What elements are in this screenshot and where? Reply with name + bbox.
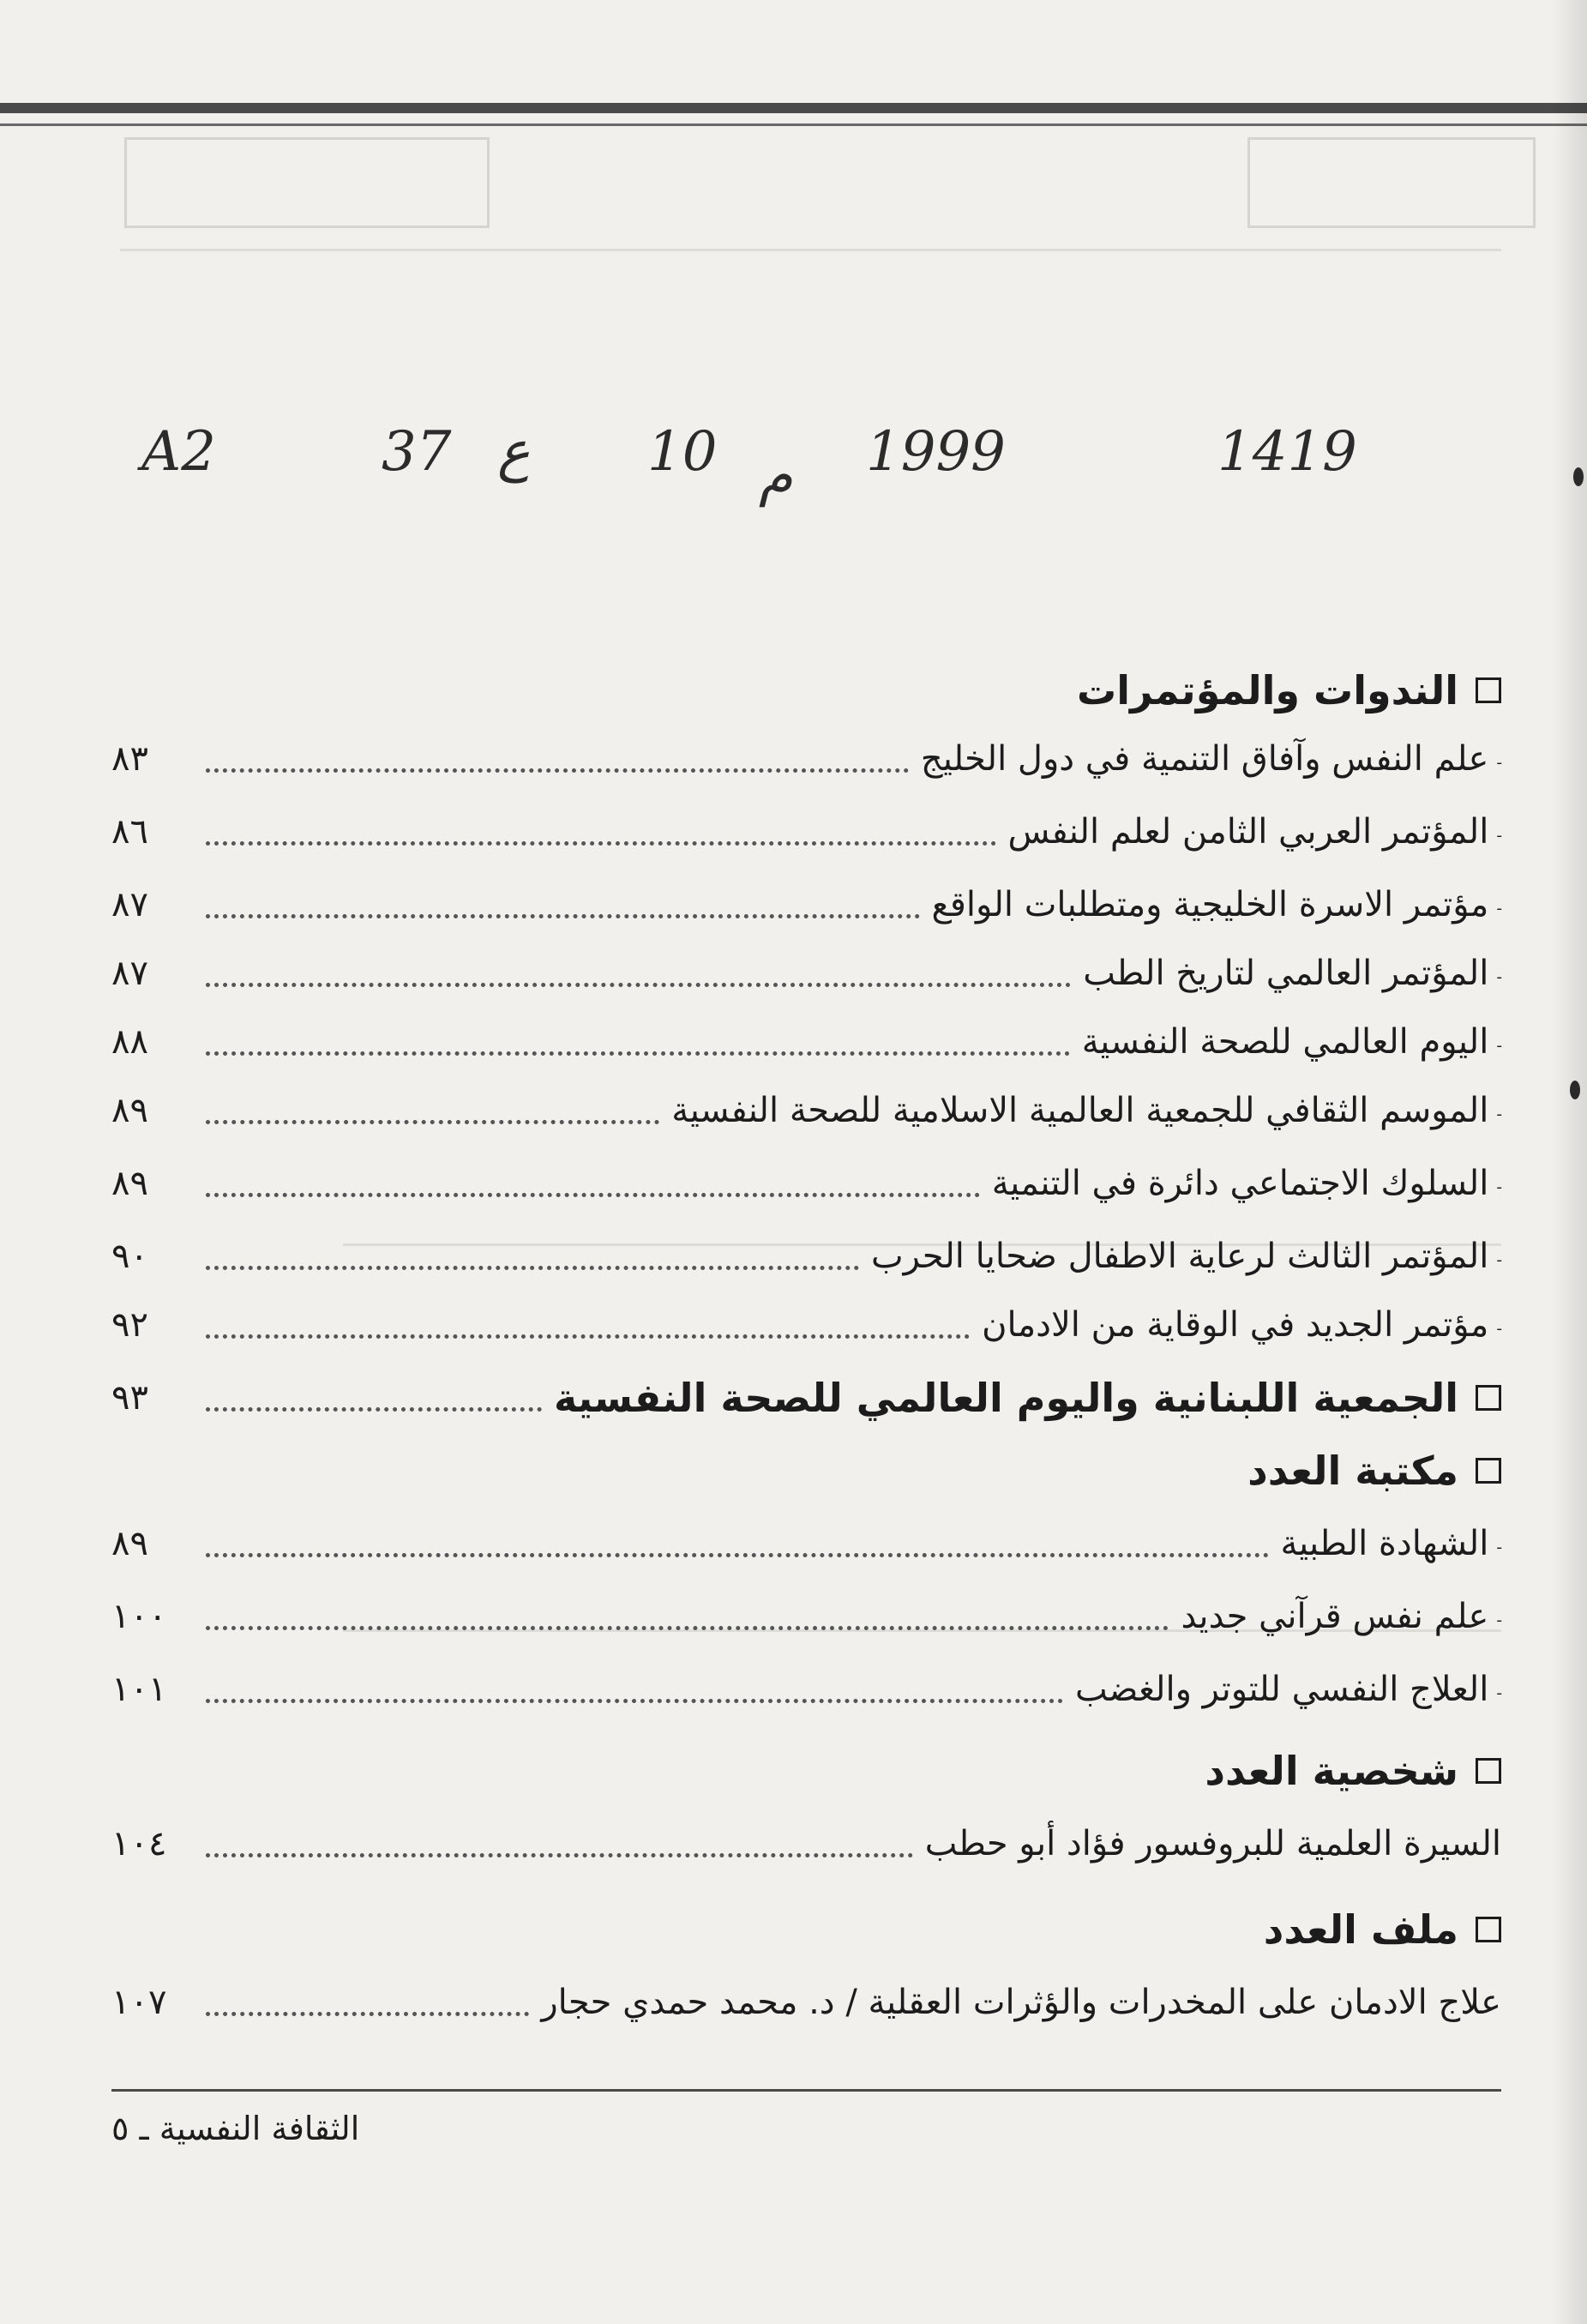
- dot-leader: [206, 1699, 1063, 1703]
- toc-entry: [111, 1659, 1501, 1719]
- entry-title: مؤتمر الجديد في الوقاية من الادمان: [982, 1305, 1489, 1345]
- page-number: ٨٣: [111, 739, 148, 779]
- dot-leader: [206, 841, 996, 846]
- toc-entry: [111, 1972, 1501, 2032]
- dash-marker: ـ: [1497, 823, 1501, 840]
- entry-title: السلوك الاجتماعي دائرة في التنمية: [991, 1164, 1489, 1203]
- footer-rule: [111, 2089, 1501, 2092]
- toc-entry: [111, 729, 1501, 789]
- entry-title: اليوم العالمي للصحة النفسية: [1081, 1022, 1489, 1062]
- dash-marker: ـ: [1497, 1033, 1501, 1051]
- dot-leader: [206, 1051, 1070, 1056]
- page-number: ٩٢: [111, 1305, 148, 1345]
- dot-leader: [206, 1626, 1169, 1630]
- entry-title: الموسم الثقافي للجمعية العالمية الاسلامية للصحة النفسية: [671, 1091, 1489, 1130]
- dot-leader: [206, 1553, 1269, 1557]
- checkbox-icon: [1476, 1917, 1501, 1942]
- section-heading: [111, 660, 1501, 720]
- page-number: ١٠٤: [111, 1824, 167, 1863]
- checkbox-icon: [1476, 1758, 1501, 1784]
- toc-entry: [111, 1814, 1501, 1874]
- page-number: ٨٧: [111, 954, 148, 993]
- page-number: ١٠١: [111, 1670, 167, 1709]
- page-number: ٨٦: [111, 812, 148, 852]
- entry-title: العلاج النفسي للتوتر والغضب: [1075, 1670, 1489, 1709]
- dash-marker: ـ: [1497, 1175, 1501, 1192]
- page-edge-shadow: [1553, 0, 1587, 2324]
- dash-marker: ـ: [1497, 1681, 1501, 1698]
- bleed-through-box-right: [1247, 137, 1536, 228]
- scan-speck: [1573, 467, 1584, 486]
- toc-entry: [111, 943, 1501, 1003]
- section-heading: [111, 1368, 1501, 1428]
- entry-title: المؤتمر العربي الثامن لعلم النفس: [1007, 812, 1489, 852]
- dot-leader: [206, 1334, 970, 1339]
- handwritten-letter: م: [759, 444, 793, 508]
- toc-entry: [111, 875, 1501, 935]
- page-number: ١٠٠: [111, 1597, 167, 1636]
- section-title: شخصية العدد: [1205, 1748, 1458, 1794]
- page-number: ٨٧: [111, 885, 148, 924]
- entry-title: مؤتمر الاسرة الخليجية ومتطلبات الواقع: [931, 885, 1489, 924]
- section-heading: [111, 1741, 1501, 1801]
- dash-marker: ـ: [1497, 1535, 1501, 1552]
- bleed-through-box-left: [124, 137, 490, 228]
- page-footer: الثقافة النفسية ـ ٥: [111, 2110, 360, 2147]
- dot-leader: [206, 768, 909, 773]
- handwritten-code: A2: [141, 420, 216, 484]
- page-number: ٩٣: [111, 1378, 148, 1418]
- page-number: ٨٩: [111, 1164, 148, 1203]
- section-title: ملف العدد: [1263, 1906, 1458, 1953]
- dot-leader: [206, 1407, 542, 1412]
- toc-entry: [111, 1295, 1501, 1355]
- entry-title: علم نفس قرآني جديد: [1181, 1597, 1489, 1636]
- dot-leader: [206, 914, 920, 918]
- handwritten-letter: ع: [497, 420, 531, 484]
- entry-title: علم النفس وآفاق التنمية في دول الخليج: [920, 739, 1489, 779]
- header-rule-thick: [0, 103, 1587, 113]
- checkbox-icon: [1476, 1385, 1501, 1411]
- handwritten-year: 1999: [866, 420, 1006, 484]
- dash-marker: ـ: [1497, 1316, 1501, 1334]
- page-number: ٨٩: [111, 1524, 148, 1563]
- dot-leader: [206, 1853, 913, 1857]
- toc-entry: [111, 1514, 1501, 1574]
- dash-marker: ـ: [1497, 896, 1501, 913]
- section-heading: [111, 1900, 1501, 1960]
- entry-title: السيرة العلمية للبروفسور فؤاد أبو حطب: [924, 1824, 1501, 1863]
- page-number: ٨٩: [111, 1091, 148, 1130]
- toc-entry: [111, 802, 1501, 862]
- entry-title: المؤتمر الثالث لرعاية الاطفال ضحايا الحرب: [871, 1237, 1489, 1276]
- section-title: الندوات والمؤتمرات: [1076, 667, 1458, 713]
- section-title: الجمعية اللبنانية واليوم العالمي للصحة النفسية: [553, 1375, 1458, 1421]
- entry-title: المؤتمر العالمي لتاريخ الطب: [1083, 954, 1489, 993]
- section-title: مكتبة العدد: [1247, 1448, 1458, 1494]
- section-heading: [111, 1441, 1501, 1501]
- toc-entry: [111, 1153, 1501, 1213]
- entry-title: علاج الادمان على المخدرات والؤثرات العقلية / د. محمد حمدي حجار: [541, 1983, 1501, 2022]
- checkbox-icon: [1476, 1458, 1501, 1484]
- handwritten-hijri-year: 1419: [1217, 420, 1357, 484]
- handwritten-volume: 37: [382, 420, 452, 484]
- toc-entry: [111, 1586, 1501, 1647]
- dot-leader: [206, 1120, 659, 1124]
- dash-marker: ـ: [1497, 750, 1501, 768]
- handwritten-issue: 10: [647, 420, 718, 484]
- dash-marker: ـ: [1497, 1102, 1501, 1119]
- toc-entry: [111, 1081, 1501, 1141]
- page-number: ٩٠: [111, 1237, 148, 1276]
- toc-entry: [111, 1226, 1501, 1286]
- dot-leader: [206, 983, 1071, 987]
- handwritten-note: [120, 420, 1372, 515]
- page-number: ١٠٧: [111, 1983, 167, 2022]
- dot-leader: [206, 2012, 529, 2016]
- dot-leader: [206, 1266, 859, 1270]
- toc-entry: [111, 1012, 1501, 1072]
- dot-leader: [206, 1193, 980, 1197]
- dash-marker: ـ: [1497, 965, 1501, 982]
- scan-speck: [1570, 1081, 1580, 1099]
- dash-marker: ـ: [1497, 1248, 1501, 1265]
- page-number: ٨٨: [111, 1022, 148, 1062]
- dash-marker: ـ: [1497, 1608, 1501, 1625]
- bleed-through-rule: [120, 249, 1501, 251]
- entry-title: الشهادة الطبية: [1280, 1524, 1489, 1563]
- checkbox-icon: [1476, 677, 1501, 703]
- header-rule-thin: [0, 123, 1587, 126]
